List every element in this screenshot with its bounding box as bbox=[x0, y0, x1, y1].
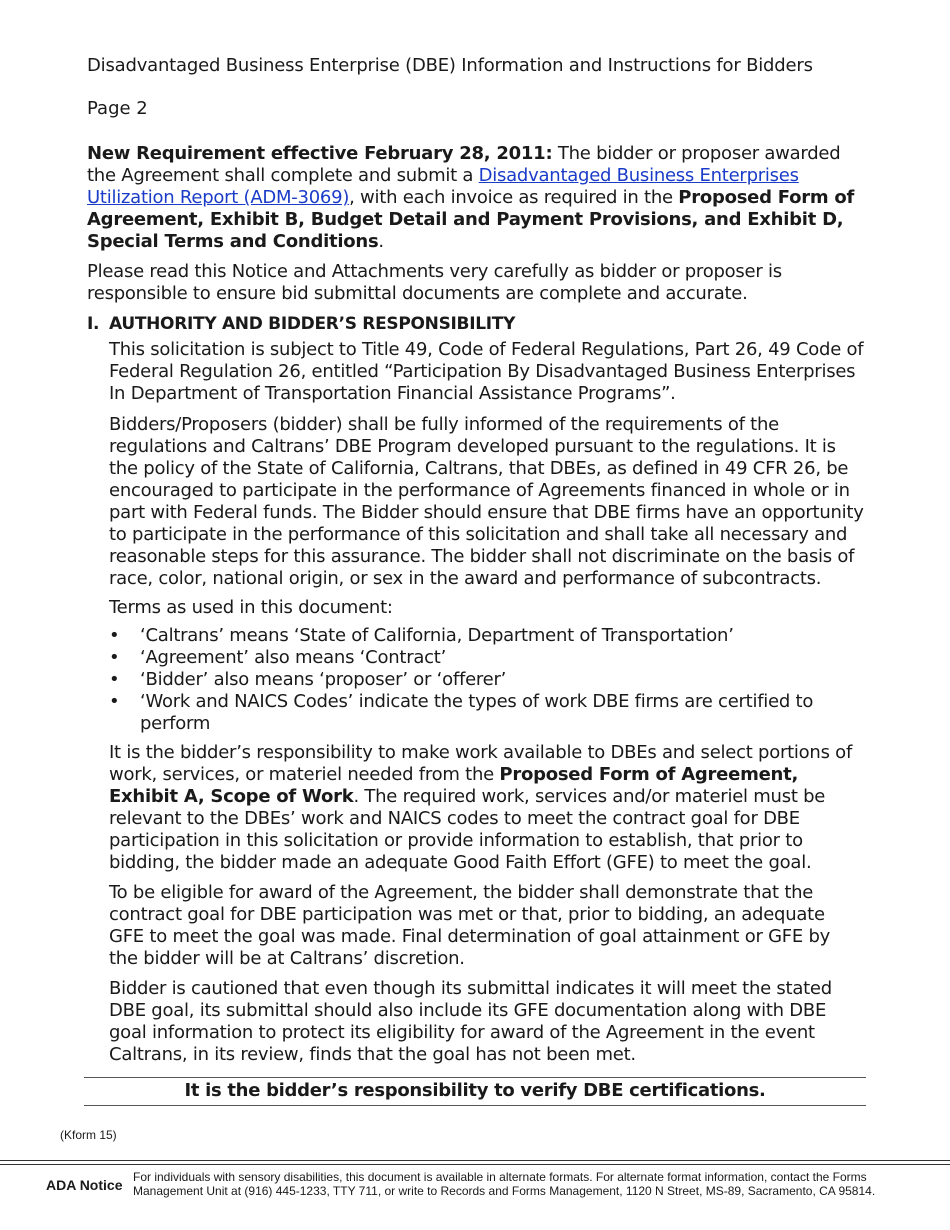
form-id: (Kform 15) bbox=[60, 1128, 117, 1142]
list-item: • ‘Bidder’ also means ‘proposer’ or ‘offerer’ bbox=[109, 669, 507, 690]
section-heading bbox=[87, 314, 515, 334]
requirement-text-2: , with each invoice as required in the bbox=[349, 187, 679, 208]
ada-notice-text: For individuals with sensory disabilities, this document is available in alternate formats. For alternate format information, contact the Forms Management Unit at (916) 445-1233, TTY 711, or write to Records and Forms Management, 1120 N Street, MS-89, Sacramento, CA 95814. bbox=[133, 1170, 876, 1198]
document-title: Disadvantaged Business Enterprise (DBE) Information and Instructions for Bidders bbox=[87, 55, 813, 76]
responsibility-paragraph: It is the bidder’s responsibility to make work available to DBEs and select portions of work, services, or materiel needed from the Proposed Form of Agreement, Exhibit A, Scope of Work. The required work, services and/or materiel must be relevant to the DBEs’ work and NAICS codes to meet the contract goal for DBE participation in this solicitation or provide information to establish, that prior to bidding, the bidder made an adequate Good Faith Effort (GFE) to meet the goal. bbox=[109, 742, 853, 873]
requirement-date-lead: New Requirement effective February 28, 2011: bbox=[87, 143, 553, 164]
terms-intro: Terms as used in this document: bbox=[109, 597, 393, 618]
bullet-icon: • bbox=[109, 691, 120, 712]
scope-of-work-bold: Proposed Form of Agreement, Exhibit A, Scope of Work bbox=[109, 764, 799, 807]
footer-divider bbox=[0, 1164, 950, 1165]
requirement-text-1: The bidder or proposer awarded the Agreement shall complete and submit a bbox=[87, 143, 841, 186]
list-item: • ‘Agreement’ also means ‘Contract’ bbox=[109, 647, 447, 668]
dbe-utilization-report-link[interactable]: Disadvantaged Business Enterprises Utilization Report (ADM-3069) bbox=[87, 165, 799, 208]
policy-paragraph: Bidders/Proposers (bidder) shall be fully informed of the requirements of the regulations and Caltrans’ DBE Program developed pursuant to the regulations. It is the policy of the State of California, Caltrans, that DBEs, as defined in 49 CFR 26, be encouraged to participate in the performance of Agreements financed in whole or in part with Federal funds. The Bidder should ensure that DBE firms have an opportunity to participate in the performance of this solicitation and shall take all necessary and reasonable steps for this assurance. The bidder shall not discriminate on the basis of race, color, national origin, or sex in the award and performance of subcontracts. bbox=[109, 414, 864, 589]
page-number: Page 2 bbox=[87, 98, 148, 119]
new-requirement-paragraph bbox=[87, 143, 857, 253]
section-number: I. bbox=[87, 314, 100, 334]
footer-divider bbox=[0, 1160, 950, 1161]
certification-callout: It is the bidder’s responsibility to verify DBE certifications. bbox=[84, 1077, 866, 1106]
authority-paragraph: This solicitation is subject to Title 49, Code of Federal Regulations, Part 26, 49 Code of Federal Regulation 26, entitled “Participation By Disadvantaged Business Enterprises In Department of Transportation Financial Assistance Programs”. bbox=[109, 339, 864, 404]
caution-paragraph: Bidder is cautioned that even though its submittal indicates it will meet the stated DBE goal, its submittal should also include its GFE documentation along with DBE goal information to protect its eligibility for award of the Agreement in the event Caltrans, in its review, finds that the goal has not been met. bbox=[109, 978, 832, 1065]
bullet-icon: • bbox=[109, 647, 120, 668]
notice-paragraph: Please read this Notice and Attachments very carefully as bidder or proposer is responsible to ensure bid submittal documents are complete and accurate. bbox=[87, 261, 782, 304]
requirement-end: . bbox=[378, 231, 384, 252]
requirement-exhibits-bold: Proposed Form of Agreement, Exhibit B, Budget Detail and Payment Provisions, and Exhibit D, Special Terms and Conditions bbox=[87, 187, 855, 252]
section-title: AUTHORITY AND BIDDER’S RESPONSIBILITY bbox=[109, 314, 516, 334]
ada-notice-label: ADA Notice bbox=[46, 1177, 123, 1193]
list-item: • ‘Caltrans’ means ‘State of California, Department of Transportation’ bbox=[109, 625, 734, 646]
terms-list bbox=[109, 625, 849, 735]
eligibility-paragraph: To be eligible for award of the Agreement, the bidder shall demonstrate that the contract goal for DBE participation was met or that, prior to bidding, an adequate GFE to meet the goal was made. Final determination of goal attainment or GFE by the bidder will be at Caltrans’ discretion. bbox=[109, 882, 831, 969]
list-item: • ‘Work and NAICS Codes’ indicate the types of work DBE firms are certified to perform bbox=[109, 691, 814, 734]
bullet-icon: • bbox=[109, 669, 120, 690]
bullet-icon: • bbox=[109, 625, 120, 646]
